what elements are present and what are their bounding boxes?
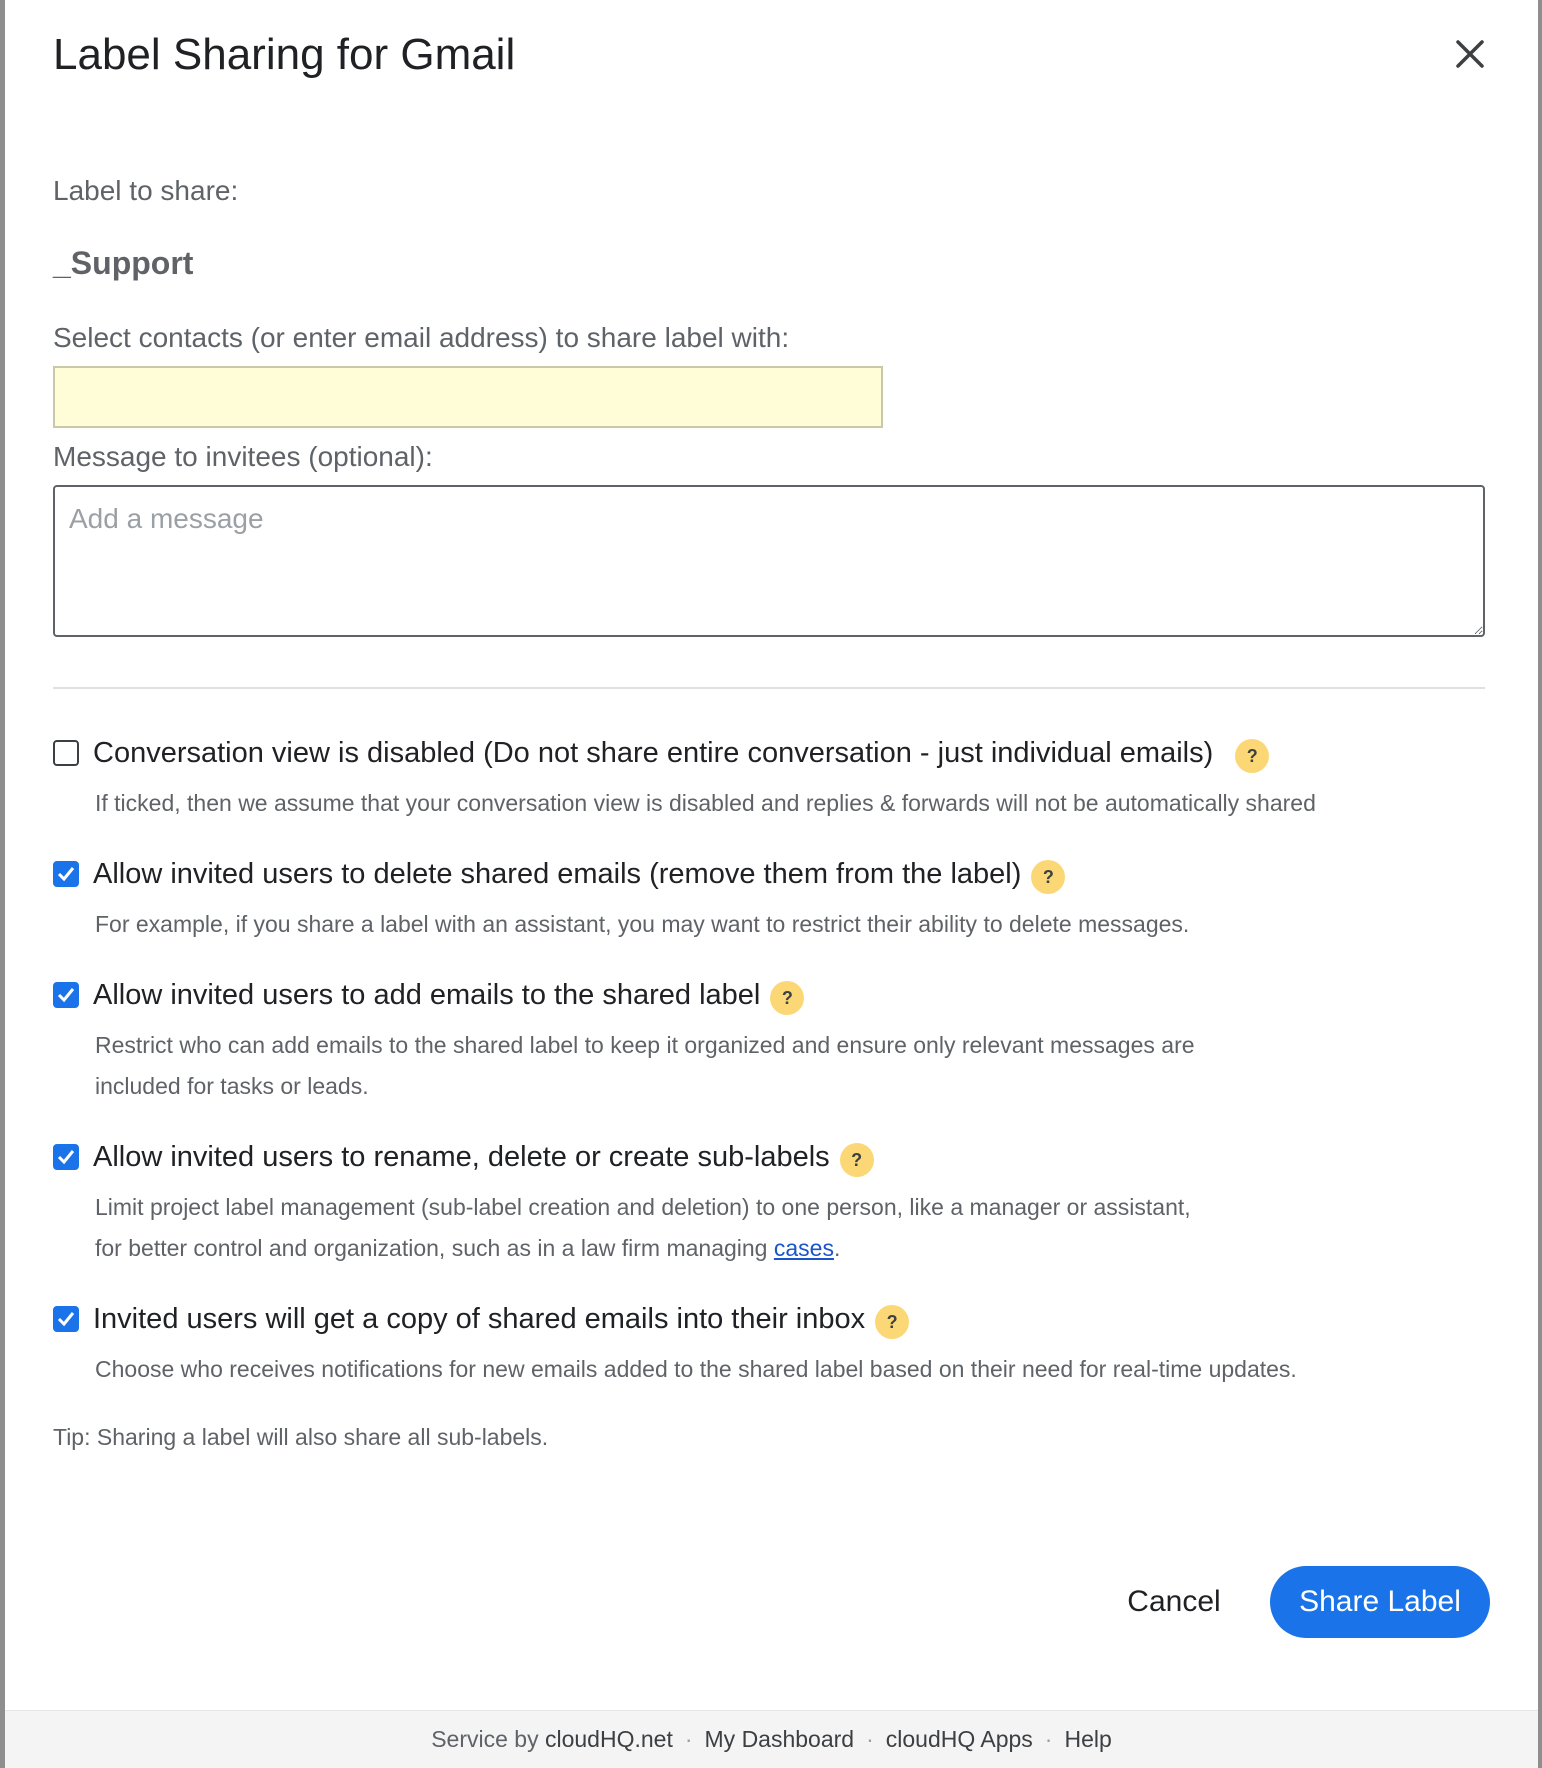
- description-end: .: [833, 1235, 841, 1261]
- cloudhq-link[interactable]: cloudHQ.net: [544, 1726, 673, 1752]
- footer: [5, 1710, 1538, 1768]
- option-description: If ticked, then we assume that your conversation view is disabled and replies & forwards will not be automatically shared: [95, 790, 1316, 816]
- close-button[interactable]: [1442, 26, 1498, 82]
- divider: [53, 687, 1485, 689]
- cases-link[interactable]: cases: [773, 1235, 834, 1261]
- dialog-title: Label Sharing for Gmail: [53, 30, 516, 79]
- conversation-view-checkbox[interactable]: [53, 740, 79, 766]
- help-icon[interactable]: ?: [840, 1143, 874, 1177]
- option-allow-add: [53, 975, 1493, 1107]
- option-title: Conversation view is disabled (Do not share entire conversation - just individual emails): [93, 736, 1214, 769]
- help-icon[interactable]: ?: [1031, 860, 1065, 894]
- option-inbox-copy: [53, 1299, 1493, 1390]
- option-description: [95, 1187, 1493, 1269]
- sub-labels-checkbox[interactable]: [53, 1144, 79, 1170]
- contacts-label: Select contacts (or enter email address) to share label with:: [53, 322, 790, 353]
- allow-delete-checkbox[interactable]: [53, 861, 79, 887]
- label-to-share-heading: Label to share:: [53, 175, 239, 206]
- option-description: [95, 1025, 1493, 1107]
- close-icon: [1455, 39, 1485, 69]
- option-allow-delete: [53, 854, 1493, 945]
- help-link[interactable]: Help: [1064, 1726, 1112, 1752]
- contacts-input[interactable]: [53, 366, 883, 428]
- message-label: Message to invitees (optional):: [53, 441, 433, 472]
- checkmark-icon: [56, 1309, 76, 1329]
- share-label-button[interactable]: Share Label: [1270, 1566, 1490, 1638]
- checkmark-icon: [56, 985, 76, 1005]
- description-line: Restrict who can add emails to the shared label to keep it organized and ensure only relevant messages are: [95, 1032, 1195, 1058]
- help-icon[interactable]: ?: [770, 981, 804, 1015]
- separator: ·: [684, 1726, 693, 1752]
- message-textarea[interactable]: [53, 485, 1485, 637]
- allow-add-checkbox[interactable]: [53, 982, 79, 1008]
- description-text: for better control and organization, such as in a law firm managing: [95, 1235, 768, 1261]
- cloudhq-apps-link[interactable]: cloudHQ Apps: [885, 1726, 1033, 1752]
- inbox-copy-checkbox[interactable]: [53, 1306, 79, 1332]
- option-description: For example, if you share a label with an assistant, you may want to restrict their ability to delete messages.: [95, 911, 1190, 937]
- help-icon[interactable]: ?: [875, 1305, 909, 1339]
- my-dashboard-link[interactable]: My Dashboard: [704, 1726, 855, 1752]
- separator: ·: [1044, 1726, 1053, 1752]
- label-name: _Support: [53, 245, 194, 281]
- help-icon[interactable]: ?: [1235, 739, 1269, 773]
- cancel-button[interactable]: Cancel: [1105, 1566, 1243, 1638]
- option-sub-labels: [53, 1137, 1493, 1269]
- option-title: Allow invited users to rename, delete or create sub-labels: [93, 1140, 830, 1173]
- tip-text: Tip: Sharing a label will also share all sub-labels.: [53, 1424, 549, 1450]
- checkmark-icon: [56, 864, 76, 884]
- description-line: [95, 1228, 1493, 1269]
- checkmark-icon: [56, 1147, 76, 1167]
- option-title: Allow invited users to add emails to the shared label: [93, 978, 761, 1011]
- option-description: Choose who receives notifications for new emails added to the shared label based on their need for real-time updates.: [95, 1356, 1297, 1382]
- option-title: Allow invited users to delete shared emails (remove them from the label): [93, 857, 1022, 890]
- description-line: Limit project label management (sub-label creation and deletion) to one person, like a manager or assistant,: [95, 1194, 1191, 1220]
- option-conversation-view: [53, 733, 1493, 824]
- option-title: Invited users will get a copy of shared emails into their inbox: [93, 1302, 866, 1335]
- separator: ·: [866, 1726, 874, 1752]
- description-line: included for tasks or leads.: [95, 1073, 369, 1099]
- service-by-text: Service by: [431, 1726, 539, 1752]
- label-sharing-dialog: [5, 0, 1538, 1768]
